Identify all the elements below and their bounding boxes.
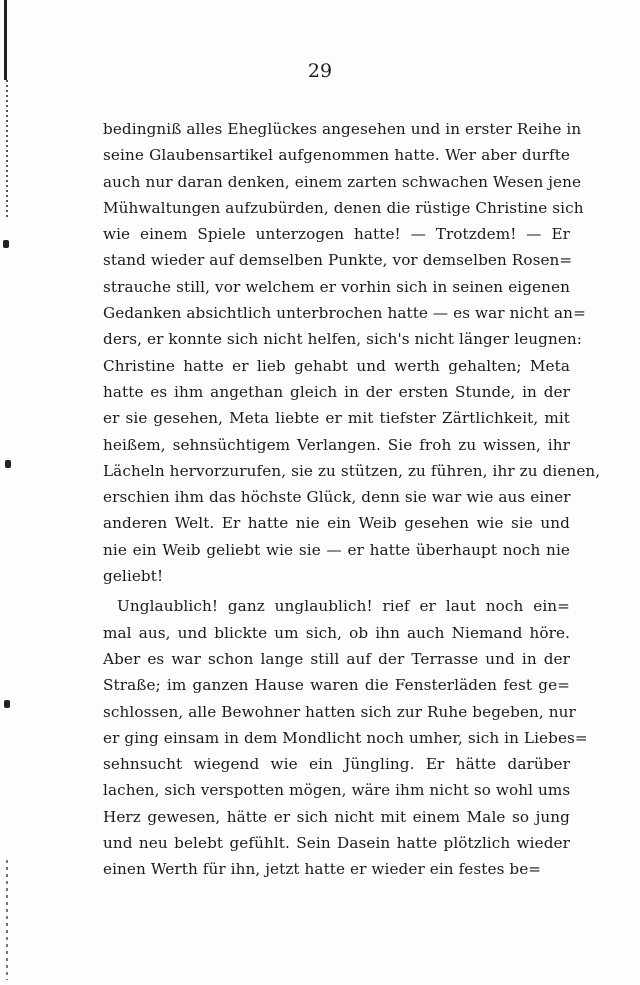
text-line: stand wieder auf demselben Punkte, vor demselben Rosen= — [103, 251, 573, 270]
text-line: seine Glaubensartikel aufgenommen hatte. Wer aber durfte — [103, 146, 570, 165]
text-line: auch nur daran denken, einem zarten schwachen Wesen jene — [103, 172, 582, 191]
page-number: 29 — [307, 60, 333, 82]
text-line: geliebt! — [103, 567, 164, 586]
text-line: Straße; im ganzen Hause waren die Fensterläden fest ge= — [103, 676, 570, 695]
scan-border — [6, 80, 8, 220]
text-line: und neu belebt gefühlt. Sein Dasein hatte plötzlich wieder — [103, 834, 570, 853]
paragraph — [103, 116, 601, 589]
text-line: hatte es ihm angethan gleich in der ersten Stunde, in der — [103, 382, 570, 401]
scan-speck — [5, 460, 11, 468]
text-line: wie einem Spiele unterzogen hatte! — Trotzdem! — Er — [103, 225, 570, 244]
text-line: sehnsucht wiegend wie ein Jüngling. Er hätte darüber — [103, 755, 570, 774]
scan-border — [6, 860, 8, 980]
text-line: er sie gesehen, Meta liebte er mit tiefster Zärtlichkeit, mit — [103, 409, 570, 428]
text-line: nie ein Weib geliebt wie sie — er hatte überhaupt noch nie — [103, 540, 570, 559]
text-line: bedingniß alles Eheglückes angesehen und in erster Reihe in — [103, 120, 582, 138]
text-line: lachen, sich verspotten mögen, wäre ihm nicht so wohl ums — [103, 781, 571, 800]
text-line: strauche still, vor welchem er vorhin sich in seinen eigenen — [103, 277, 570, 296]
text-line: Aber es war schon lange still auf der Terrasse und in der — [103, 649, 570, 668]
text-line: Lächeln hervorzurufen, sie zu stützen, zu führen, ihr zu dienen, — [103, 461, 601, 480]
paragraph — [103, 593, 588, 882]
text-line: Unglaublich! ganz unglaublich! rief er laut noch ein= — [117, 597, 570, 616]
text-line: ders, er konnte sich nicht helfen, sich's nicht länger leugnen: — [103, 330, 583, 349]
text-line: Mühwaltungen aufzubürden, denen die rüstige Christine sich — [103, 198, 584, 217]
text-line: mal aus, und blickte um sich, ob ihn auch Niemand höre. — [103, 623, 570, 642]
body-text — [103, 116, 601, 883]
text-line: schlossen, alle Bewohner hatten sich zur Ruhe begeben, nur — [103, 702, 576, 721]
scan-speck — [4, 700, 10, 708]
text-line: Gedanken absichtlich unterbrochen hatte — es war nicht an= — [103, 304, 586, 323]
text-line: er ging einsam in dem Mondlicht noch umher, sich in Liebes= — [103, 728, 588, 747]
text-line: Herz gewesen, hätte er sich nicht mit einem Male so jung — [103, 807, 570, 826]
text-line: anderen Welt. Er hatte nie ein Weib gesehen wie sie und — [103, 514, 570, 533]
text-line: Christine hatte er lieb gehabt und werth gehalten; Meta — [103, 356, 570, 375]
text-line: einen Werth für ihn, jetzt hatte er wieder ein festes be= — [103, 860, 542, 879]
text-line: erschien ihm das höchste Glück, denn sie war wie aus einer — [103, 488, 571, 507]
text-line: heißem, sehnsüchtigem Verlangen. Sie froh zu wissen, ihr — [103, 435, 570, 454]
scan-speck — [3, 240, 9, 248]
